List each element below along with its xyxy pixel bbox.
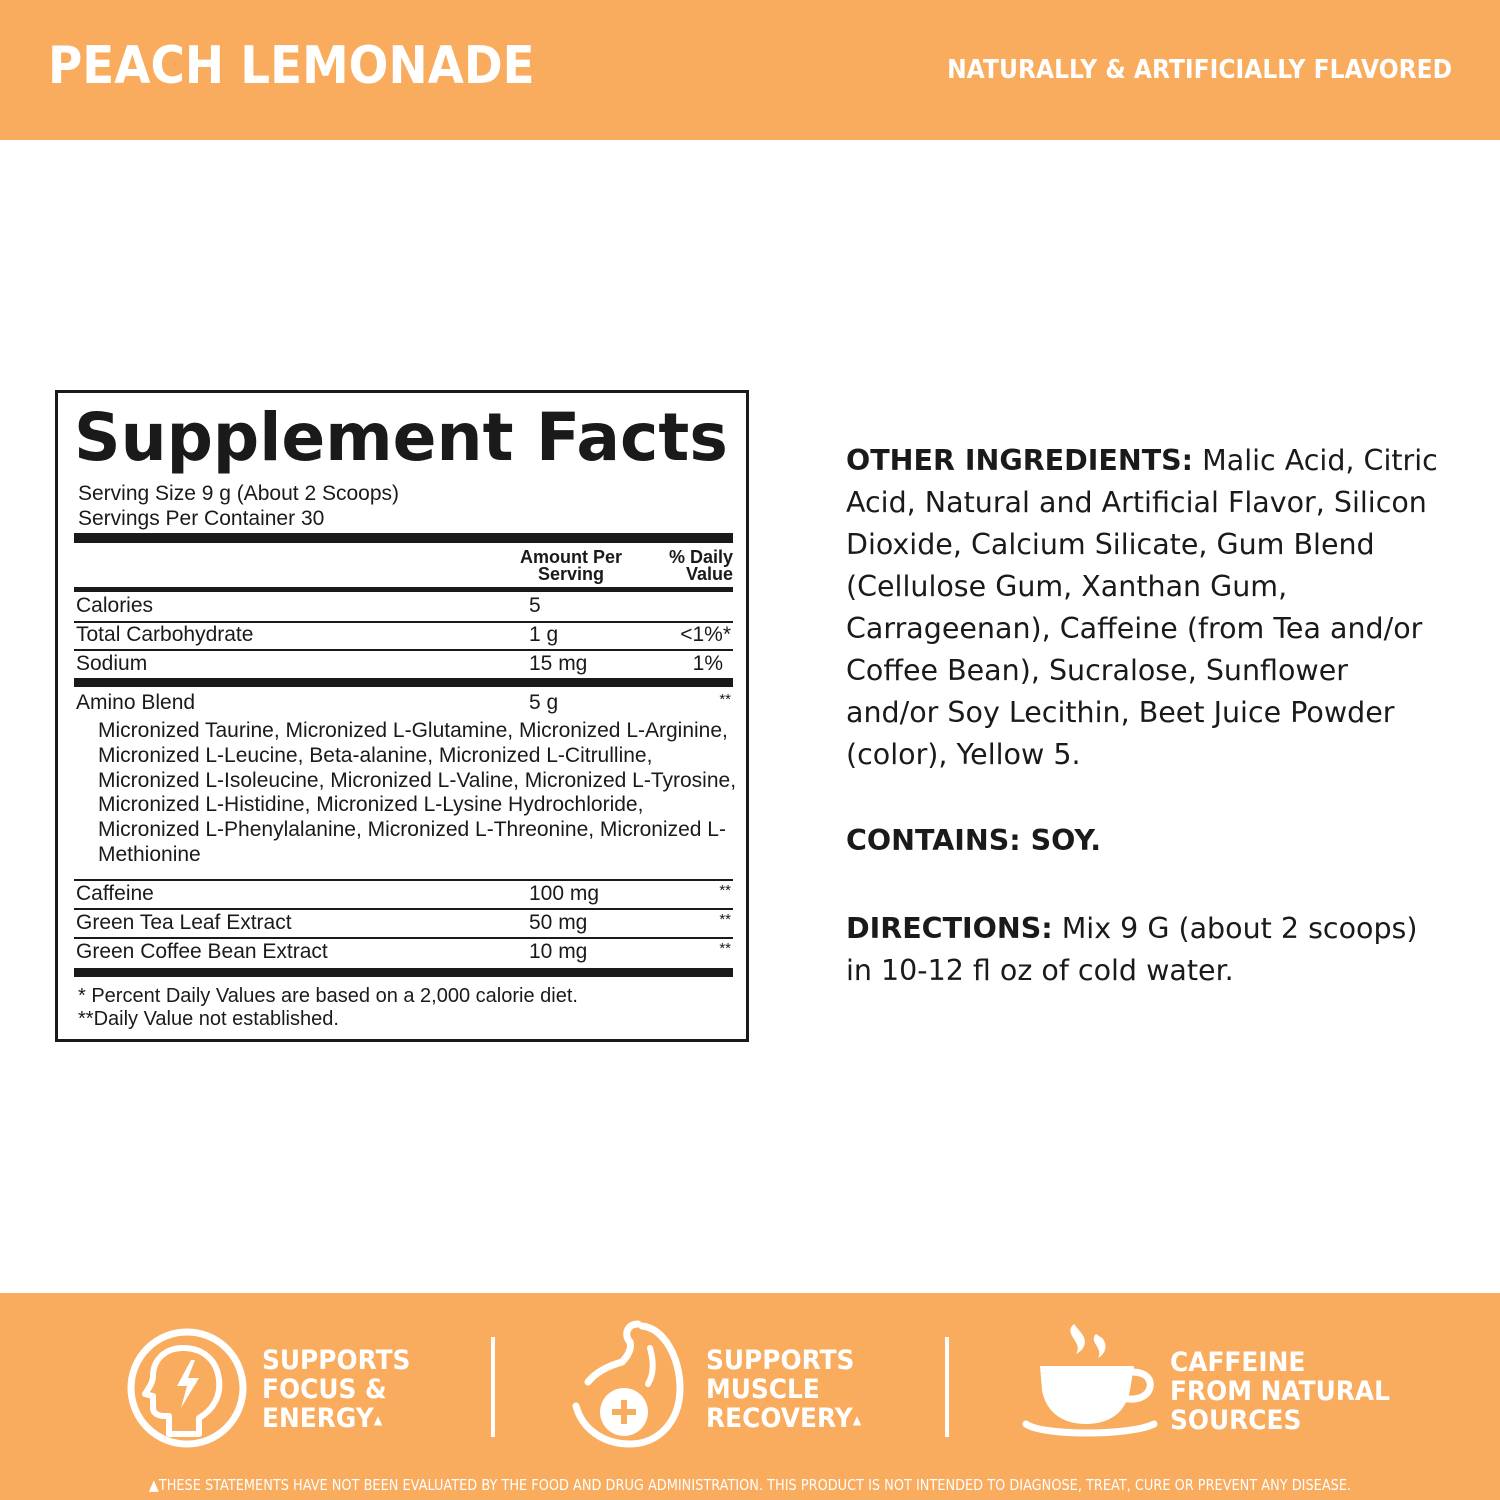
directions [846,908,1446,992]
facts-bar-top [74,533,733,543]
contains-label: CONTAINS: [846,824,1021,857]
col-dv-line1: % Daily [668,547,733,567]
row-daily-value: ** [719,911,731,928]
col-dv-header [658,549,733,583]
amino-blend-description: Micronized Taurine, Micronized L-Glutamine, Micronized L-Arginine, Micronized L-Leucine, Beta-alanine, Micronized L-Citrulline, Micronized L-Isoleucine, Micronized L-Valine, Micronized L-Tyrosine, Micronized L-Histidine, Micronized L-Lysine Hydrochloride, Micronized L-Phenylalanine, Micronized L-Threonine, Micronized L-Methionine [98,719,737,866]
claim-caffeine-natural [1170,1348,1390,1435]
flavor-name: PEACH LEMONADE [48,36,535,96]
row-divider [74,649,733,651]
directions-text: Mix 9 G (about 2 scoops) in 10-12 fl oz of cold water. [846,912,1418,987]
focus-energy-head-icon [125,1326,249,1450]
row-daily-value: ** [719,940,731,957]
flavor-note: NATURALLY & ARTIFICIALLY FLAVORED [947,55,1452,85]
directions-label: DIRECTIONS: [846,912,1053,945]
row-daily-value: ** [719,691,731,708]
col-amount-line2: Serving [537,564,605,584]
facts-bar-middle [74,678,733,687]
header-band [0,0,1500,140]
contains-text: SOY. [1020,824,1102,857]
facts-footnotes [78,985,578,1031]
serving-size: Serving Size 9 g (About 2 Scoops) [78,482,400,505]
row-amount: 1 g [529,623,559,646]
fda-disclaimer: ▲THESE STATEMENTS HAVE NOT BEEN EVALUATED BY THE FOOD AND DRUG ADMINISTRATION. THIS PRODUCT IS NOT INTENDED TO DIAGNOSE, TREAT, CURE OR PREVENT ANY DISEASE. [148,1476,1352,1494]
row-label: Green Coffee Bean Extract [76,940,328,963]
claim-mark: ▲ [373,1413,383,1427]
coffee-cup-icon [1022,1320,1158,1442]
other-ingredients [846,440,1446,776]
row-amount: 5 g [529,691,559,714]
footnote-daily-values: * Percent Daily Values are based on a 2,000 calorie diet. [78,985,578,1007]
row-divider [74,879,733,881]
row-label: Calories [76,594,154,617]
facts-bar-bottom [74,968,733,977]
row-label: Green Tea Leaf Extract [76,911,292,934]
claim-line: ENERGY [262,1403,374,1434]
col-amount-line1: Amount Per [519,547,622,567]
row-amount: 10 mg [529,940,588,963]
col-amount-header [506,549,636,583]
col-dv-line2: Value [685,564,733,584]
claim-mark: ▲ [852,1413,862,1427]
claim-focus-energy [262,1346,410,1433]
claim-line: SUPPORTS [706,1345,855,1376]
row-daily-value: ** [719,882,731,899]
other-ingredients-label: OTHER INGREDIENTS: [846,444,1194,477]
facts-bar-header [74,587,733,592]
footnote-not-established: **Daily Value not established. [78,1008,339,1030]
row-daily-value: 1% [692,652,723,675]
row-amount: 50 mg [529,911,588,934]
other-ingredients-text: Malic Acid, Citric Acid, Natural and Artificial Flavor, Silicon Dioxide, Calcium Silicate, Gum Blend (Cellulose Gum, Xanthan Gum, Carrageenan), Caffeine (from Tea and/or Coffee Bean), Sucralose, Sunflower and/or Soy Lecithin, Beet Juice Powder (color), Yellow 5. [846,444,1438,771]
claim-line: RECOVERY [706,1403,853,1434]
row-amount: 15 mg [529,652,588,675]
flexed-arm-plus-icon [568,1318,700,1454]
row-divider [74,937,733,939]
claim-line: CAFFEINE [1170,1347,1306,1378]
row-divider [74,908,733,910]
claims-divider [945,1337,949,1437]
claims-divider [491,1337,495,1437]
row-label: Sodium [76,652,148,675]
claim-line: FROM NATURAL [1170,1376,1390,1407]
row-label: Total Carbohydrate [76,623,254,646]
serving-info [78,481,399,531]
supplement-facts-panel [55,390,749,1042]
row-amount: 100 mg [529,882,600,905]
claim-line: FOCUS & [262,1374,387,1405]
row-amount: 5 [529,594,541,617]
allergen-contains [846,820,1446,862]
facts-title: Supplement Facts [74,399,728,476]
row-label: Caffeine [76,882,154,905]
row-daily-value: <1%* [680,623,731,646]
servings-per-container: Servings Per Container 30 [78,507,325,530]
claim-line: SUPPORTS [262,1345,411,1376]
claim-line: MUSCLE [706,1374,820,1405]
claim-muscle-recovery [706,1346,861,1433]
claim-line: SOURCES [1170,1405,1302,1436]
row-label: Amino Blend [76,691,196,714]
